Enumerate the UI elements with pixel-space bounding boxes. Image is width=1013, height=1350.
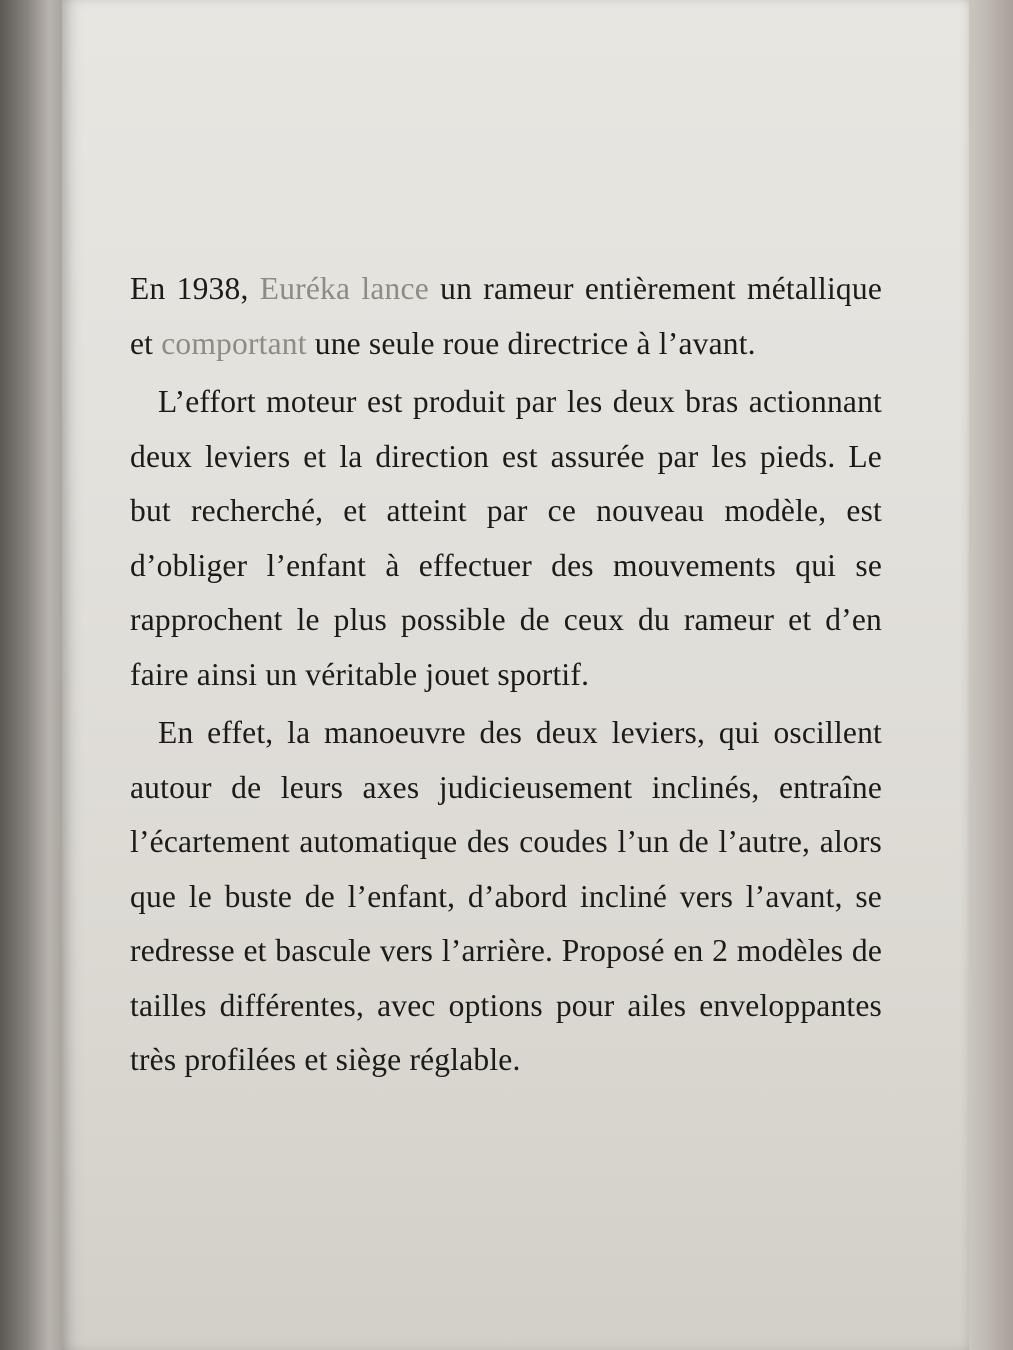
paragraph-3: En effet, la manoeuvre des deux leviers, qui oscillent autour de leurs axes judicieusement inclinés, entraîne l’écartement automatique des coudes l’un de l’autre, alors que le buste de l’enfant, d’abord incliné vers l’avant, se redresse et bascule vers l’arrière. Proposé en 2 modèles de tailles différentes, avec options pour ailes enveloppantes très profilées et siège réglable. bbox=[130, 715, 882, 1077]
body-text bbox=[130, 262, 882, 1092]
paragraph-1-segment-3: un rameur entièrement métallique et bbox=[130, 271, 882, 361]
paragraph-1-segment-2: Euréka lance bbox=[259, 271, 429, 306]
previous-page-edge bbox=[0, 0, 62, 1350]
paragraph-1-segment-4: comportant bbox=[161, 325, 307, 361]
paragraph-1 bbox=[130, 262, 882, 371]
book-right-edge bbox=[969, 0, 1013, 1350]
paragraph-2: L’effort moteur est produit par les deux bras actionnant deux leviers et la direction est assurée par les pieds. Le but recherché, et atteint par ce nouveau modèle, est d’obliger l’enfant à effectuer des mouvements qui se rapprochent le plus possible de ceux du rameur et d’en faire ainsi un véritable jouet sportif. bbox=[130, 384, 882, 692]
paragraph-1-segment-1: En 1938, bbox=[130, 271, 260, 306]
paragraph-1-segment-5: une seule roue directrice à l’avant. bbox=[306, 325, 756, 361]
book-page bbox=[62, 0, 969, 1350]
